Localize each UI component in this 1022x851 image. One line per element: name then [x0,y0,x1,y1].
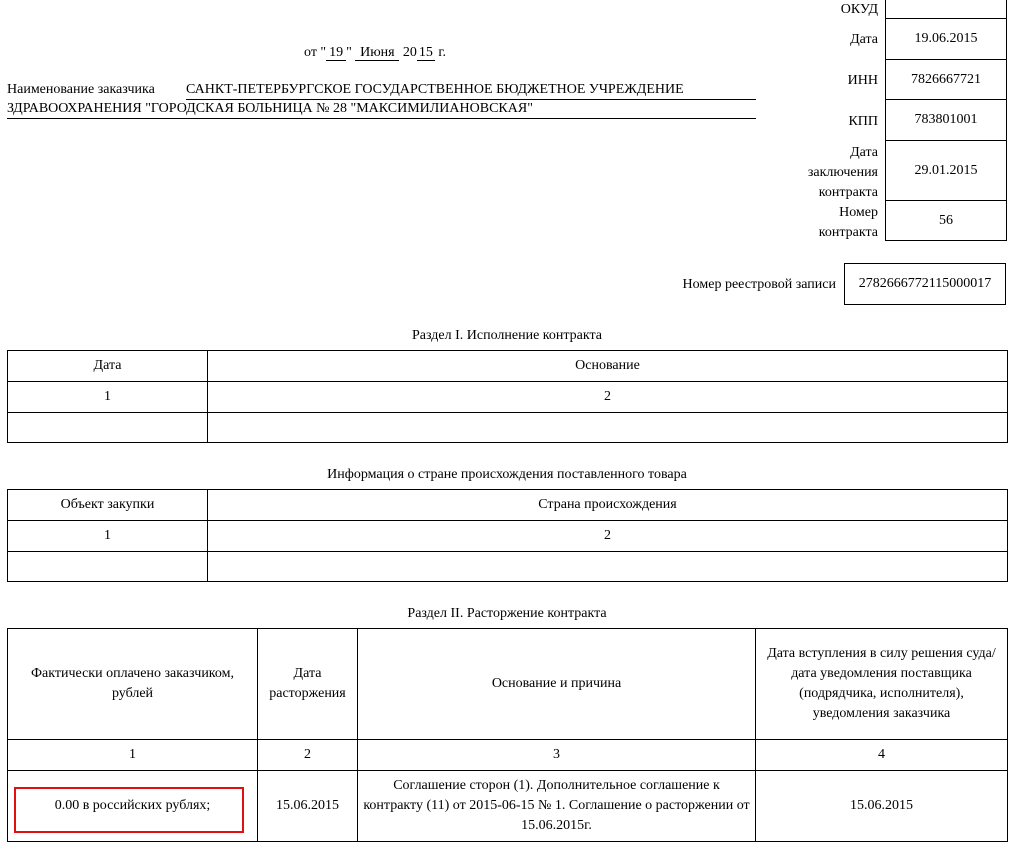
contract-number-value: 56 [886,201,1007,241]
date-day: 19 [326,45,346,61]
customer-label: Наименование заказчика [7,82,155,97]
contract-number-label-2: контракта [818,225,878,240]
kpp-label: КПП [848,114,878,129]
date-year-suffix: 15 [418,45,433,60]
section2-header-paid: Фактически оплачено заказчиком, рублей [8,629,258,740]
section2-num-2: 2 [258,740,358,771]
contract-date-value: 29.01.2015 [886,141,1007,201]
date-year-prefix: 20 [402,45,417,60]
origin-table [7,489,1008,582]
codes-table [885,0,1007,241]
effective-date-cell: 15.06.2015 [756,771,1008,842]
contract-date-label-1: Дата [850,145,878,160]
customer-name-line1: САНКТ-ПЕТЕРБУРГСКОЕ ГОСУДАРСТВЕННОЕ БЮДЖЕТНОЕ УЧРЕЖДЕНИЕ [186,81,756,100]
section1-title: Раздел I. Исполнение контракта [412,328,602,343]
inn-value: 7826667721 [886,60,1007,100]
inn-label: ИНН [847,73,878,88]
date-prefix: от " [304,45,327,60]
section1-num-2: 2 [208,382,1008,413]
origin-num-1: 1 [8,521,208,552]
contract-number-label [819,203,878,243]
customer-name-line2: ЗДРАВООХРАНЕНИЯ "ГОРОДСКАЯ БОЛЬНИЦА № 28 "МАКСИМИЛИАНОВСКАЯ" [7,100,756,119]
section1-header-basis: Основание [208,351,1008,382]
section1-empty-cell [208,413,1008,443]
date-label: Дата [850,32,878,47]
contract-number-label-1: Номер [839,205,878,220]
date-month: Июня [355,45,399,61]
origin-empty-cell [208,552,1008,582]
date-mid: " [346,45,352,60]
registry-value: 2782666772115000017 [844,263,1006,305]
origin-header-country: Страна происхождения [208,490,1008,521]
paid-amount-highlight [14,787,244,833]
section1-num-1: 1 [8,382,208,413]
contract-date-label [808,143,878,203]
section1-table [7,350,1008,443]
section2-num-3: 3 [358,740,756,771]
origin-title: Информация о стране происхождения поставленного товара [327,467,687,482]
contract-date-label-3: контракта [818,185,878,200]
kpp-value: 783801001 [886,100,1007,141]
registry-label: Номер реестровой записи [682,277,836,292]
okud-label: ОКУД [840,2,878,17]
termination-reason-cell: Соглашение сторон (1). Дополнительное соглашение к контракту (11) от 2015-06-15 № 1. Соглашение о расторжении от 15.06.2015г. [358,771,756,842]
section2-title: Раздел II. Расторжение контракта [407,606,607,621]
date-year-end: г. [438,45,447,60]
report-date [304,45,446,61]
section2-num-4: 4 [756,740,1008,771]
origin-num-2: 2 [208,521,1008,552]
section2-num-1: 1 [8,740,258,771]
date-value: 19.06.2015 [886,19,1007,60]
okud-value [886,0,1007,19]
termination-date-cell: 15.06.2015 [258,771,358,842]
section1-empty-cell [8,413,208,443]
section2-header-effective-date: Дата вступления в силу решения суда/дата уведомления поставщика (подрядчика, исполнителя), уведомления заказчика [756,629,1008,740]
section2-header-termination-date: Дата расторжения [258,629,358,740]
section2-header-reason: Основание и причина [358,629,756,740]
origin-header-object: Объект закупки [8,490,208,521]
contract-date-label-2: заключения [807,165,878,180]
section1-header-date: Дата [8,351,208,382]
paid-amount-cell: 0.00 в российских рублях; [8,771,258,842]
origin-empty-cell [8,552,208,582]
